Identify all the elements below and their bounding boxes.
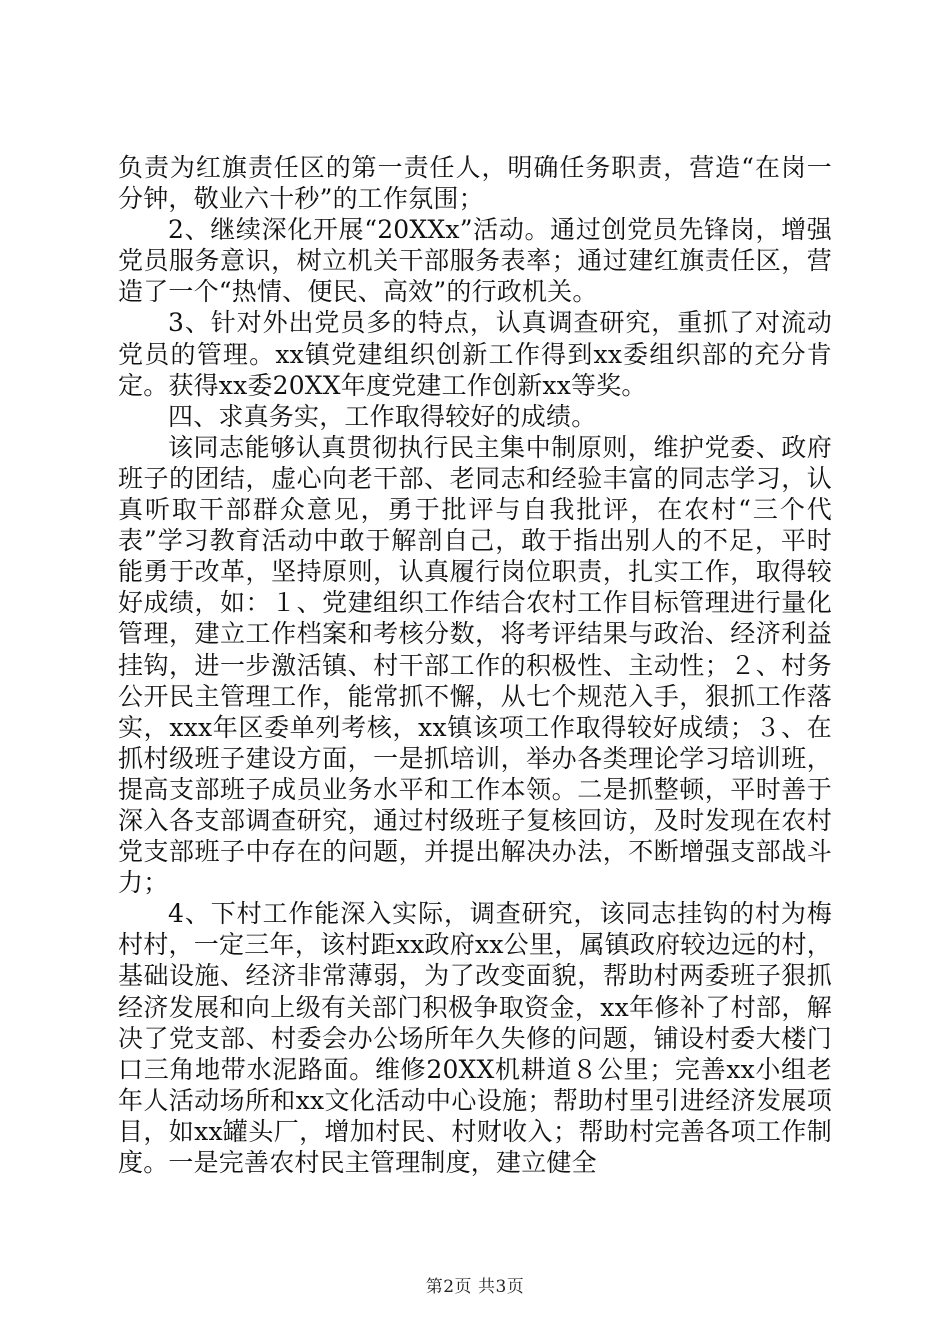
page-footer: 第2页 共3页 — [425, 1277, 525, 1297]
section-heading-4: 四、求真务实，工作取得较好的成绩。 — [168, 401, 597, 431]
paragraph-3: 3、针对外出党员多的特点，认真调查研究，重抓了对流动党员的管理。xx镇党建组织创新工作得到xx委组织部的充分肯定。获得xx委20XX年度党建工作创新xx等奖。 — [118, 308, 832, 400]
paragraph-1: 负责为红旗责任区的第一责任人，明确任务职责，营造“在岗一分钟，敬业六十秒”的工作氛围； — [118, 153, 832, 214]
document-body — [118, 152, 832, 1178]
paragraph-5: 该同志能够认真贯彻执行民主集中制原则，维护党委、政府班子的团结，虚心向老干部、老同志和经验丰富的同志学习，认真听取干部群众意见，勇于批评与自我批评，在农村“三个代表”学习教育活动中敢于解剖自己，敢于指出别人的不足，平时能勇于改革，坚持原则，认真履行岗位职责，扎实工作，取得较好成绩，如：１、党建组织工作结合农村工作目标管理进行量化管理，建立工作档案和考核分数，将考评结果与政治、经济利益挂钩，进一步激活镇、村干部工作的积极性、主动性；２、村务公开民主管理工作，能常抓不懈，从七个规范入手，狠抓工作落实，xxx年区委单列考核，xx镇该项工作取得较好成绩；３、在抓村级班子建设方面，一是抓培训，举办各类理论学习培训班，提高支部班子成员业务水平和工作本领。二是抓整顿，平时善于深入各支部调查研究，通过村级班子复核回访，及时发现在农村党支部班子中存在的问题，并提出解决办法，不断增强支部战斗力； — [118, 432, 832, 898]
paragraph-6: 4、下村工作能深入实际，调查研究，该同志挂钩的村为梅村村，一定三年，该村距xx政府xx公里，属镇政府较边远的村，基础设施、经济非常薄弱，为了改变面貌，帮助村两委班子狠抓经济发展和向上级有关部门积极争取资金，xx年修补了村部，解决了党支部、村委会办公场所年久失修的问题，铺设村委大楼门口三角地带水泥路面。维修20XX机耕道８公里；完善xx小组老年人活动场所和xx文化活动中心设施；帮助村里引进经济发展项目，如xx罐头厂，增加村民、村财收入；帮助村完善各项工作制度。一是完善农村民主管理制度，建立健全 — [118, 899, 832, 1177]
paragraph-2: 2、继续深化开展“20XXx”活动。通过创党员先锋岗，增强党员服务意识，树立机关干部服务表率；通过建红旗责任区，营造了一个“热情、便民、高效”的行政机关。 — [118, 215, 832, 307]
